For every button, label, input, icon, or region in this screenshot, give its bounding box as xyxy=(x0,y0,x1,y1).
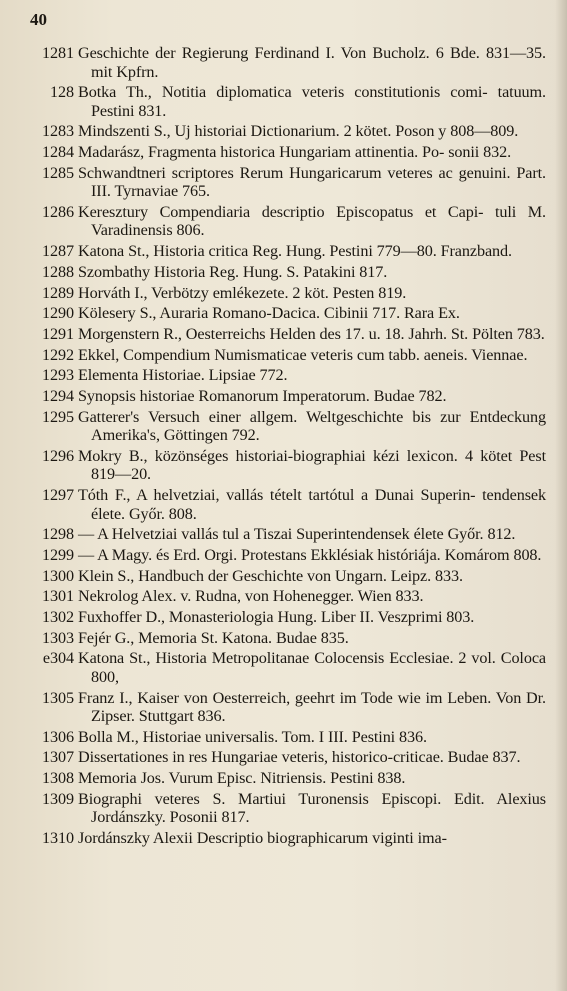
catalog-entry xyxy=(28,366,546,385)
catalog-entry xyxy=(28,387,546,406)
entry-number: e304 xyxy=(42,649,74,668)
entry-text: Mindszenti S., Uj historiai Dictionarium. 2 kötet. Poson y 808—809. xyxy=(78,122,519,141)
entry-text: Ekkel, Compendium Numismaticae veteris cum tabb. aeneis. Viennae. xyxy=(78,345,528,364)
catalog-entry xyxy=(28,44,546,81)
entry-text: Keresztury Compendiaria descriptio Episcopatus et Capi- tuli M. Varadinensis 806. xyxy=(78,202,546,240)
catalog-entry xyxy=(28,546,546,565)
entry-number: 1295 xyxy=(42,407,74,426)
catalog-entry xyxy=(28,122,546,141)
entry-text: Fuxhoffer D., Monasteriologia Hung. Liber II. Veszprimi 803. xyxy=(78,607,475,626)
entry-text: Bolla M., Historiae universalis. Tom. I III. Pestini 836. xyxy=(78,727,427,746)
catalog-entry xyxy=(28,728,546,747)
entry-number: 1292 xyxy=(42,345,74,364)
catalog-entry xyxy=(28,447,546,484)
entry-number: 1291 xyxy=(42,324,74,343)
entry-text: Szombathy Historia Reg. Hung. S. Patakini 817. xyxy=(78,262,388,281)
catalog-entry xyxy=(28,346,546,365)
entry-text: Nekrolog Alex. v. Rudna, von Hohenegger. Wien 833. xyxy=(78,587,424,606)
catalog-entry xyxy=(28,790,546,827)
entry-number: 1309 xyxy=(42,789,74,808)
entry-number: 1281 xyxy=(42,44,74,62)
entry-number: 1310 xyxy=(42,828,74,847)
entry-text: Franz I., Kaiser von Oesterreich, geehrt im Tode wie im Leben. Von Dr. Zipser. Stuttgart 836. xyxy=(78,688,546,725)
entry-text: Klein S., Handbuch der Geschichte von Ungarn. Leipz. 833. xyxy=(78,566,463,585)
entry-number: 1305 xyxy=(42,688,74,707)
page-number: 40 xyxy=(30,10,47,29)
page-edge-shadow xyxy=(555,0,567,991)
catalog-entry xyxy=(28,242,546,261)
entry-text: Elementa Historiae. Lipsiae 772. xyxy=(78,366,288,385)
entry-text: Jordánszky Alexii Descriptio biographicarum viginti ima- xyxy=(78,828,447,847)
catalog-entry xyxy=(28,829,546,848)
entry-text: Mokry B., közönséges historiai-biographiai kézi lexicon. 4 kötet Pest 819—20. xyxy=(78,446,546,484)
entry-text: Madarász, Fragmenta historica Hungariam attinentia. Po- sonii 832. xyxy=(78,143,512,162)
catalog-entry xyxy=(28,629,546,648)
catalog-entry xyxy=(28,608,546,627)
catalog-entry xyxy=(28,143,546,162)
entry-number: 1289 xyxy=(42,283,74,302)
entry-number: 1290 xyxy=(42,304,74,323)
entry-text: — A Magy. és Erd. Orgi. Protestans Ekklésiak históriája. Komárom 808. xyxy=(78,545,542,564)
entry-number: 1300 xyxy=(42,566,74,585)
catalog-entry xyxy=(28,567,546,586)
entry-text: — A Helvetziai vallás tul a Tiszai Superintendensek élete Győr. 812. xyxy=(78,525,516,544)
entry-text: Horváth I., Verbötzy emlékezete. 2 köt. Pesten 819. xyxy=(78,283,407,302)
catalog-entry xyxy=(28,304,546,323)
entry-number: 1296 xyxy=(42,446,74,465)
entry-text: Synopsis historiae Romanorum Imperatorum. Budae 782. xyxy=(78,386,447,405)
entry-number: 1298 xyxy=(42,525,74,544)
entry-number: 1307 xyxy=(42,748,74,767)
entry-text: Kölesery S., Auraria Romano-Dacica. Cibinii 717. Rara Ex. xyxy=(78,304,460,323)
entry-number: 1302 xyxy=(42,607,74,626)
entry-text: Gatterer's Versuch einer allgem. Weltgeschichte bis zur Entdeckung Amerika's, Göttingen 792. xyxy=(78,407,546,445)
entry-number: 1284 xyxy=(42,143,74,162)
entry-text: Katona St., Historia critica Reg. Hung. Pestini 779—80. Franzband. xyxy=(78,242,512,261)
entry-number: 1303 xyxy=(42,628,74,647)
entry-number: 1285 xyxy=(42,163,74,182)
catalog-entry xyxy=(28,325,546,344)
catalog-entry xyxy=(28,748,546,767)
entry-number: 1286 xyxy=(42,202,74,221)
entry-text: Geschichte der Regierung Ferdinand I. Von Bucholz. 6 Bde. 831—35. mit Kpfrn. xyxy=(78,44,546,81)
entry-number: 128 xyxy=(50,83,74,102)
entry-number: 1308 xyxy=(42,769,74,788)
entry-number: 1283 xyxy=(42,122,74,141)
entry-number: 1297 xyxy=(42,486,74,504)
catalog-entry xyxy=(28,164,546,201)
entry-number: 1293 xyxy=(42,366,74,385)
entry-text: Tóth F., A helvetziai, vallás tételt tartótul a Dunai Superin- tendensek élete. Győr. 808. xyxy=(78,486,546,523)
entry-number: 1287 xyxy=(42,242,74,261)
entry-number: 1306 xyxy=(42,727,74,746)
entry-text: Memoria Jos. Vurum Episc. Nitriensis. Pestini 838. xyxy=(78,769,406,788)
catalog-entry xyxy=(28,587,546,606)
entry-text: Katona St., Historia Metropolitanae Colocensis Ecclesiae. 2 vol. Coloca 800, xyxy=(78,649,546,686)
entry-number: 1301 xyxy=(42,587,74,606)
catalog-entry xyxy=(28,203,546,240)
entry-text: Fejér G., Memoria St. Katona. Budae 835. xyxy=(78,628,349,647)
entry-text: Botka Th., Notitia diplomatica veteris constitutionis comi- tatuum. Pestini 831. xyxy=(78,83,546,120)
catalog-entry-list xyxy=(28,44,546,850)
entry-text: Morgenstern R., Oesterreichs Helden des 17. u. 18. Jahrh. St. Pölten 783. xyxy=(78,324,545,343)
entry-number: 1294 xyxy=(42,386,74,405)
catalog-entry xyxy=(28,263,546,282)
catalog-entry xyxy=(28,284,546,303)
catalog-entry xyxy=(28,689,546,726)
entry-text: Dissertationes in res Hungariae veteris, historico-criticae. Budae 837. xyxy=(78,748,521,767)
entry-text: Biographi veteres S. Martiui Turonensis Episcopi. Edit. Alexius Jordánszky. Posonii 817. xyxy=(78,789,546,827)
catalog-entry xyxy=(28,525,546,544)
catalog-entry xyxy=(28,486,546,523)
catalog-entry xyxy=(28,408,546,445)
entry-number: 1299 xyxy=(42,545,74,564)
entry-number: 1288 xyxy=(42,262,74,281)
catalog-entry xyxy=(28,649,546,686)
catalog-entry xyxy=(28,83,546,120)
entry-text: Schwandtneri scriptores Rerum Hungaricarum veteres ac genuini. Part. III. Tyrnaviae 765. xyxy=(78,163,546,201)
catalog-entry xyxy=(28,769,546,788)
